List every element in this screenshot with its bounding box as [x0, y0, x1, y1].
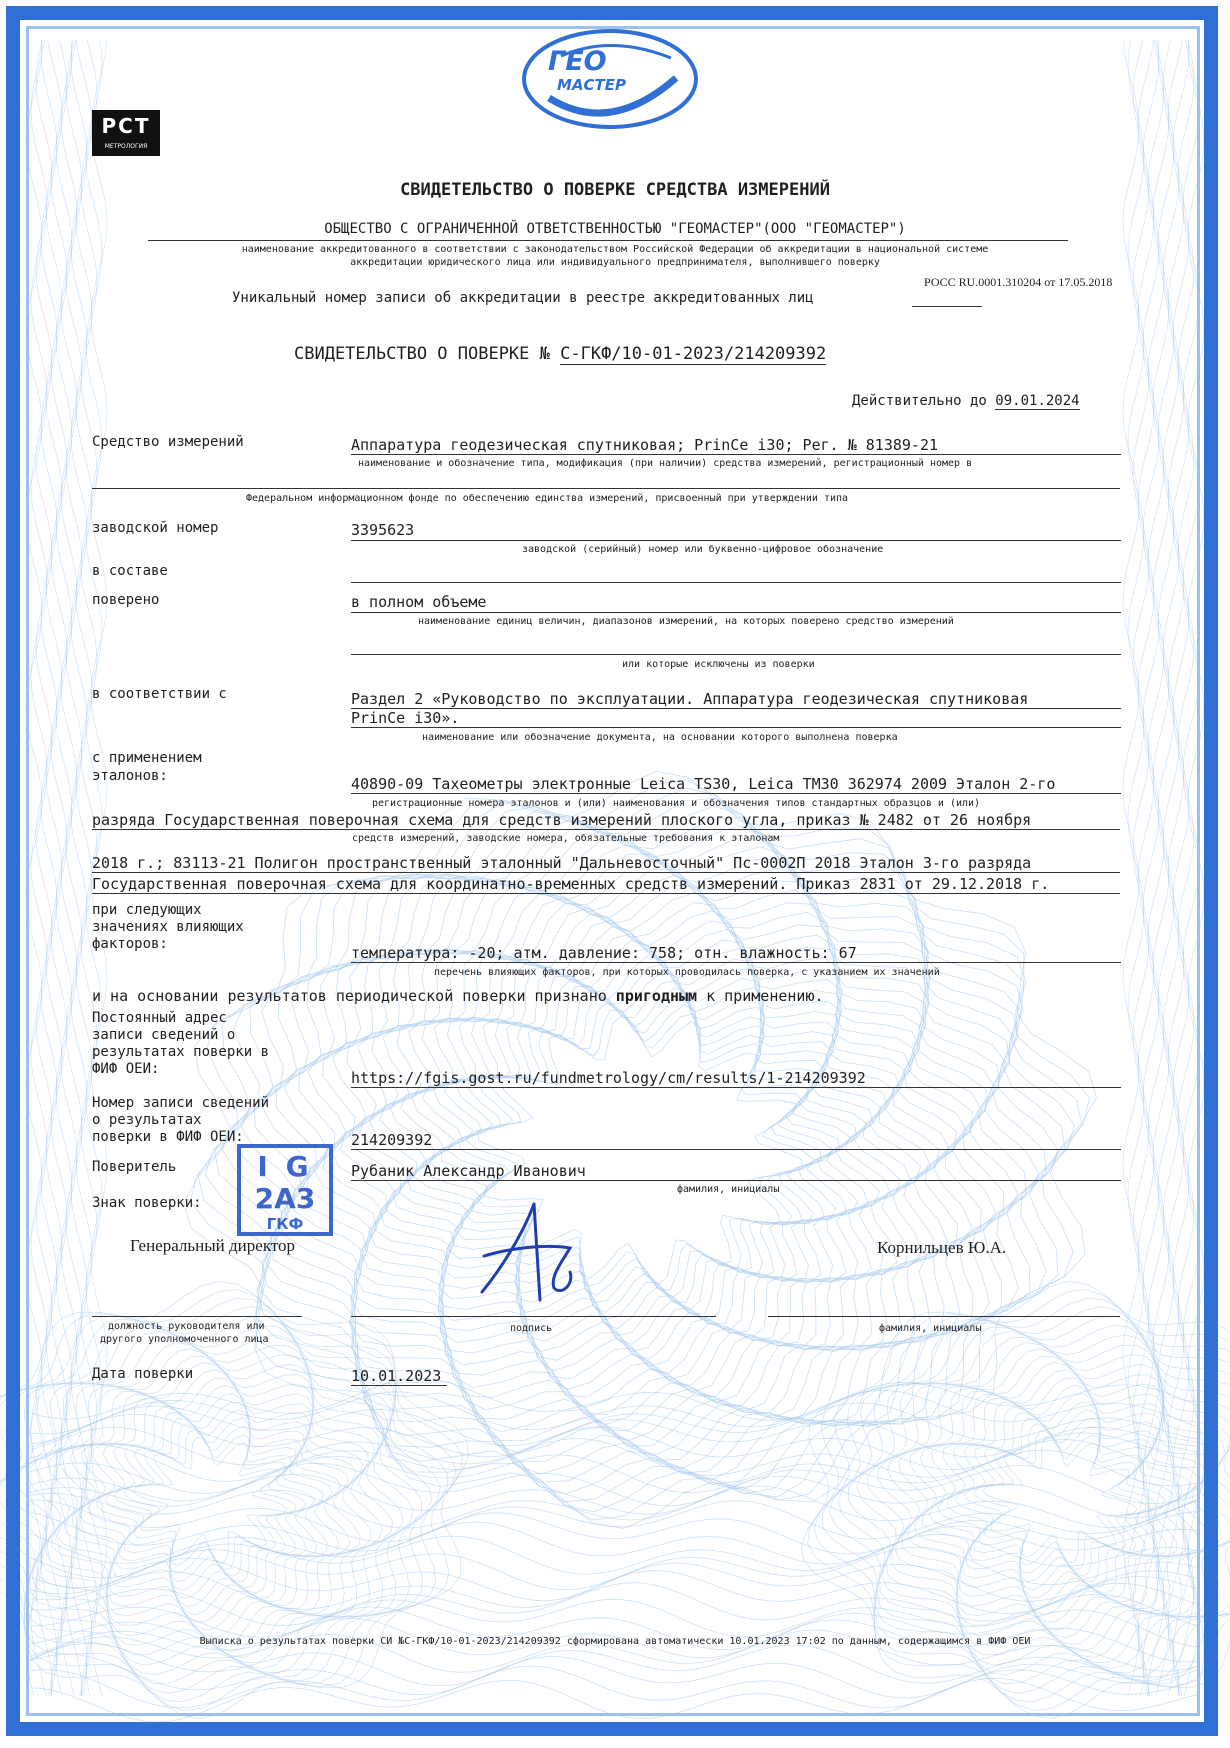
date-label: Дата поверки	[92, 1366, 194, 1382]
composition-underline	[351, 582, 1121, 583]
verified-caption-2: или которые исключены из поверки	[622, 659, 815, 670]
date-value: 10.01.2023	[351, 1367, 442, 1385]
standards-value-2: разряда Государственная поверочная схема для средств измерений плоского угла, приказ № 2482 от 26 ноября	[92, 811, 1032, 829]
standards-underline-4	[92, 893, 1120, 894]
rst-logo-text: РСТ	[101, 114, 151, 138]
serial-value: 3395623	[351, 521, 415, 539]
record-label-3: поверки в ФИФ ОЕИ:	[92, 1129, 244, 1145]
accordance-caption: наименование или обозначение документа, на основании которого выполнена поверка	[422, 732, 898, 743]
logo-line1: ГЕО	[548, 46, 607, 77]
verification-stamp	[237, 1144, 333, 1236]
composition-label: в составе	[92, 563, 168, 579]
accreditation-label: Уникальный номер записи об аккредитации в реестре аккредитованных лиц	[232, 290, 814, 306]
accreditation-underline	[912, 306, 982, 307]
verifier-value: Рубаник Александр Иванович	[351, 1162, 586, 1180]
position-caption-2: другого уполномоченного лица	[100, 1334, 269, 1345]
serial-label: заводской номер	[92, 520, 219, 536]
factors-label-3: факторов:	[92, 936, 168, 952]
position-caption-1: должность руководителя или	[108, 1321, 265, 1332]
record-label-1: Номер записи сведений	[92, 1095, 270, 1111]
standards-caption-2: средств измерений, заводские номера, обязательные требования к эталонам	[352, 833, 780, 844]
mark-label: Знак поверки:	[92, 1195, 202, 1211]
rst-logo	[92, 110, 160, 156]
name-caption: фамилия, инициалы	[879, 1323, 982, 1334]
accreditation-number: РОСС RU.0001.310204 от 17.05.2018	[924, 275, 1113, 289]
position-underline	[92, 1316, 302, 1317]
valid-label: Действительно до	[852, 393, 987, 409]
address-label-4: ФИФ ОЕИ:	[92, 1061, 160, 1077]
standards-underline-2	[92, 829, 1120, 830]
standards-label-2: эталонов:	[92, 768, 168, 784]
organization-caption-2: аккредитации юридического лица или индивидуального предпринимателя, выполнившего поверку	[350, 257, 880, 268]
record-value: 214209392	[351, 1131, 433, 1149]
certificate-number-label: СВИДЕТЕЛЬСТВО О ПОВЕРКЕ №	[294, 344, 550, 364]
signature-underline	[351, 1316, 716, 1317]
verifier-underline	[351, 1180, 1121, 1181]
result-suffix: к применению.	[706, 987, 824, 1005]
verifier-label: Поверитель	[92, 1159, 177, 1175]
signature-caption: подпись	[510, 1323, 553, 1334]
logo-line2: МАСТЕР	[557, 76, 627, 94]
organization-name: ОБЩЕСТВО С ОГРАНИЧЕННОЙ ОТВЕТСТВЕННОСТЬЮ "ГЕОМАСТЕР"(ООО "ГЕОМАСТЕР")	[324, 221, 906, 237]
accordance-label: в соответствии с	[92, 686, 227, 702]
certificate-number: С-ГКФ/10-01-2023/214209392	[560, 344, 827, 364]
valid-until: 09.01.2024	[995, 393, 1080, 409]
verified-value: в полном объеме	[351, 593, 487, 611]
rst-logo-sub: МЕТРОЛОГИЯ	[104, 143, 148, 150]
accordance-value-1: Раздел 2 «Руководство по эксплуатации. Аппаратура геодезическая спутниковая	[351, 690, 1029, 708]
position-value: Генеральный директор	[130, 1236, 296, 1255]
serial-caption: заводской (серийный) номер или буквенно-цифровое обозначение	[522, 544, 884, 555]
verifier-caption: фамилия, инициалы	[677, 1184, 780, 1195]
valid-block	[852, 393, 1080, 409]
standards-value-1: 40890-09 Тахеометры электронные Leica TS30, Leica TM30 362974 2009 Эталон 2-го	[351, 775, 1056, 793]
factors-value: температура: -20; атм. давление: 758; отн. влажность: 67	[351, 944, 857, 962]
factors-label-1: при следующих	[92, 902, 202, 918]
instrument-value: Аппаратура геодезическая спутниковая; PrinCe i30; Рег. № 81389-21	[351, 436, 938, 454]
address-label-3: результатах поверки в	[92, 1044, 270, 1060]
address-label-2: записи сведений о	[92, 1027, 236, 1043]
instrument-label: Средство измерений	[92, 434, 244, 450]
stamp-line3: ГКФ	[266, 1215, 304, 1233]
factors-label-2: значениях влияющих	[92, 919, 244, 935]
result-prefix: и на основании результатов периодической поверки признано	[92, 987, 607, 1005]
result-word: пригодным	[615, 987, 698, 1005]
stamp-line2: 2А3	[254, 1182, 316, 1215]
factors-underline	[351, 962, 1121, 963]
standards-label-1: с применением	[92, 750, 202, 766]
address-underline	[351, 1087, 1121, 1088]
factors-caption: перечень влияющих факторов, при которых проводилась поверка, с указанием их значений	[434, 967, 940, 978]
signature	[470, 1196, 580, 1320]
result-line	[92, 987, 824, 1005]
serial-underline	[351, 540, 1121, 541]
standards-underline-1	[351, 793, 1121, 794]
name-underline	[768, 1316, 1120, 1317]
address-value: https://fgis.gost.ru/fundmetrology/cm/results/1-214209392	[351, 1069, 866, 1087]
accordance-value-2: PrinCe i30».	[351, 709, 460, 727]
name-value: Корнильцев Ю.А.	[877, 1238, 1007, 1257]
verified-label: поверено	[92, 592, 160, 608]
instrument-underline	[351, 454, 1121, 455]
instrument-caption-1: наименование и обозначение типа, модификация (при наличии) средства измерений, регистрационный номер в	[358, 458, 973, 469]
organization-underline	[148, 240, 1068, 241]
record-label-2: о результатах	[92, 1112, 202, 1128]
verified-underline	[351, 612, 1121, 613]
date-underline	[351, 1385, 447, 1386]
organization-caption-1: наименование аккредитованного в соответствии с законодательством Российской Федерации об аккредитации в национальной системе	[241, 244, 989, 255]
instrument-caption-2: Федеральном информационном фонде по обеспечению единства измерений, присвоенный при утверждении типа	[246, 493, 849, 504]
record-underline	[351, 1149, 1121, 1150]
accordance-underline-2	[351, 727, 1121, 728]
address-label-1: Постоянный адрес	[92, 1010, 227, 1026]
stamp-line1: I G	[257, 1150, 313, 1183]
instrument-underline-2	[92, 488, 1120, 489]
standards-underline-3	[92, 872, 1120, 873]
accordance-underline-1	[351, 708, 1121, 709]
document-title: СВИДЕТЕЛЬСТВО О ПОВЕРКЕ СРЕДСТВА ИЗМЕРЕНИЙ	[400, 180, 830, 200]
standards-value-3: 2018 г.; 83113-21 Полигон пространственный эталонный "Дальневосточный" Пс-0002П 2018 Эталон 3-го разряда	[92, 854, 1032, 872]
verified-underline-2	[351, 654, 1121, 655]
verified-caption-1: наименование единиц величин, диапазонов измерений, на которых поверено средство измерений	[418, 616, 954, 627]
standards-value-4: Государственная поверочная схема для координатно-временных средств измерений. Приказ 2831 от 29.12.2018 г.	[92, 875, 1050, 893]
standards-caption-1: регистрационные номера эталонов и (или) наименования и обозначения типов стандартных образцов и (или)	[372, 798, 981, 809]
footer-text: Выписка о результатах поверки СИ №С-ГКФ/10-01-2023/214209392 сформирована автоматически 10.01.2023 17:02 по данным, содержащимся в ФИФ ОЕИ	[199, 1636, 1031, 1647]
certificate-number-block	[294, 344, 826, 364]
